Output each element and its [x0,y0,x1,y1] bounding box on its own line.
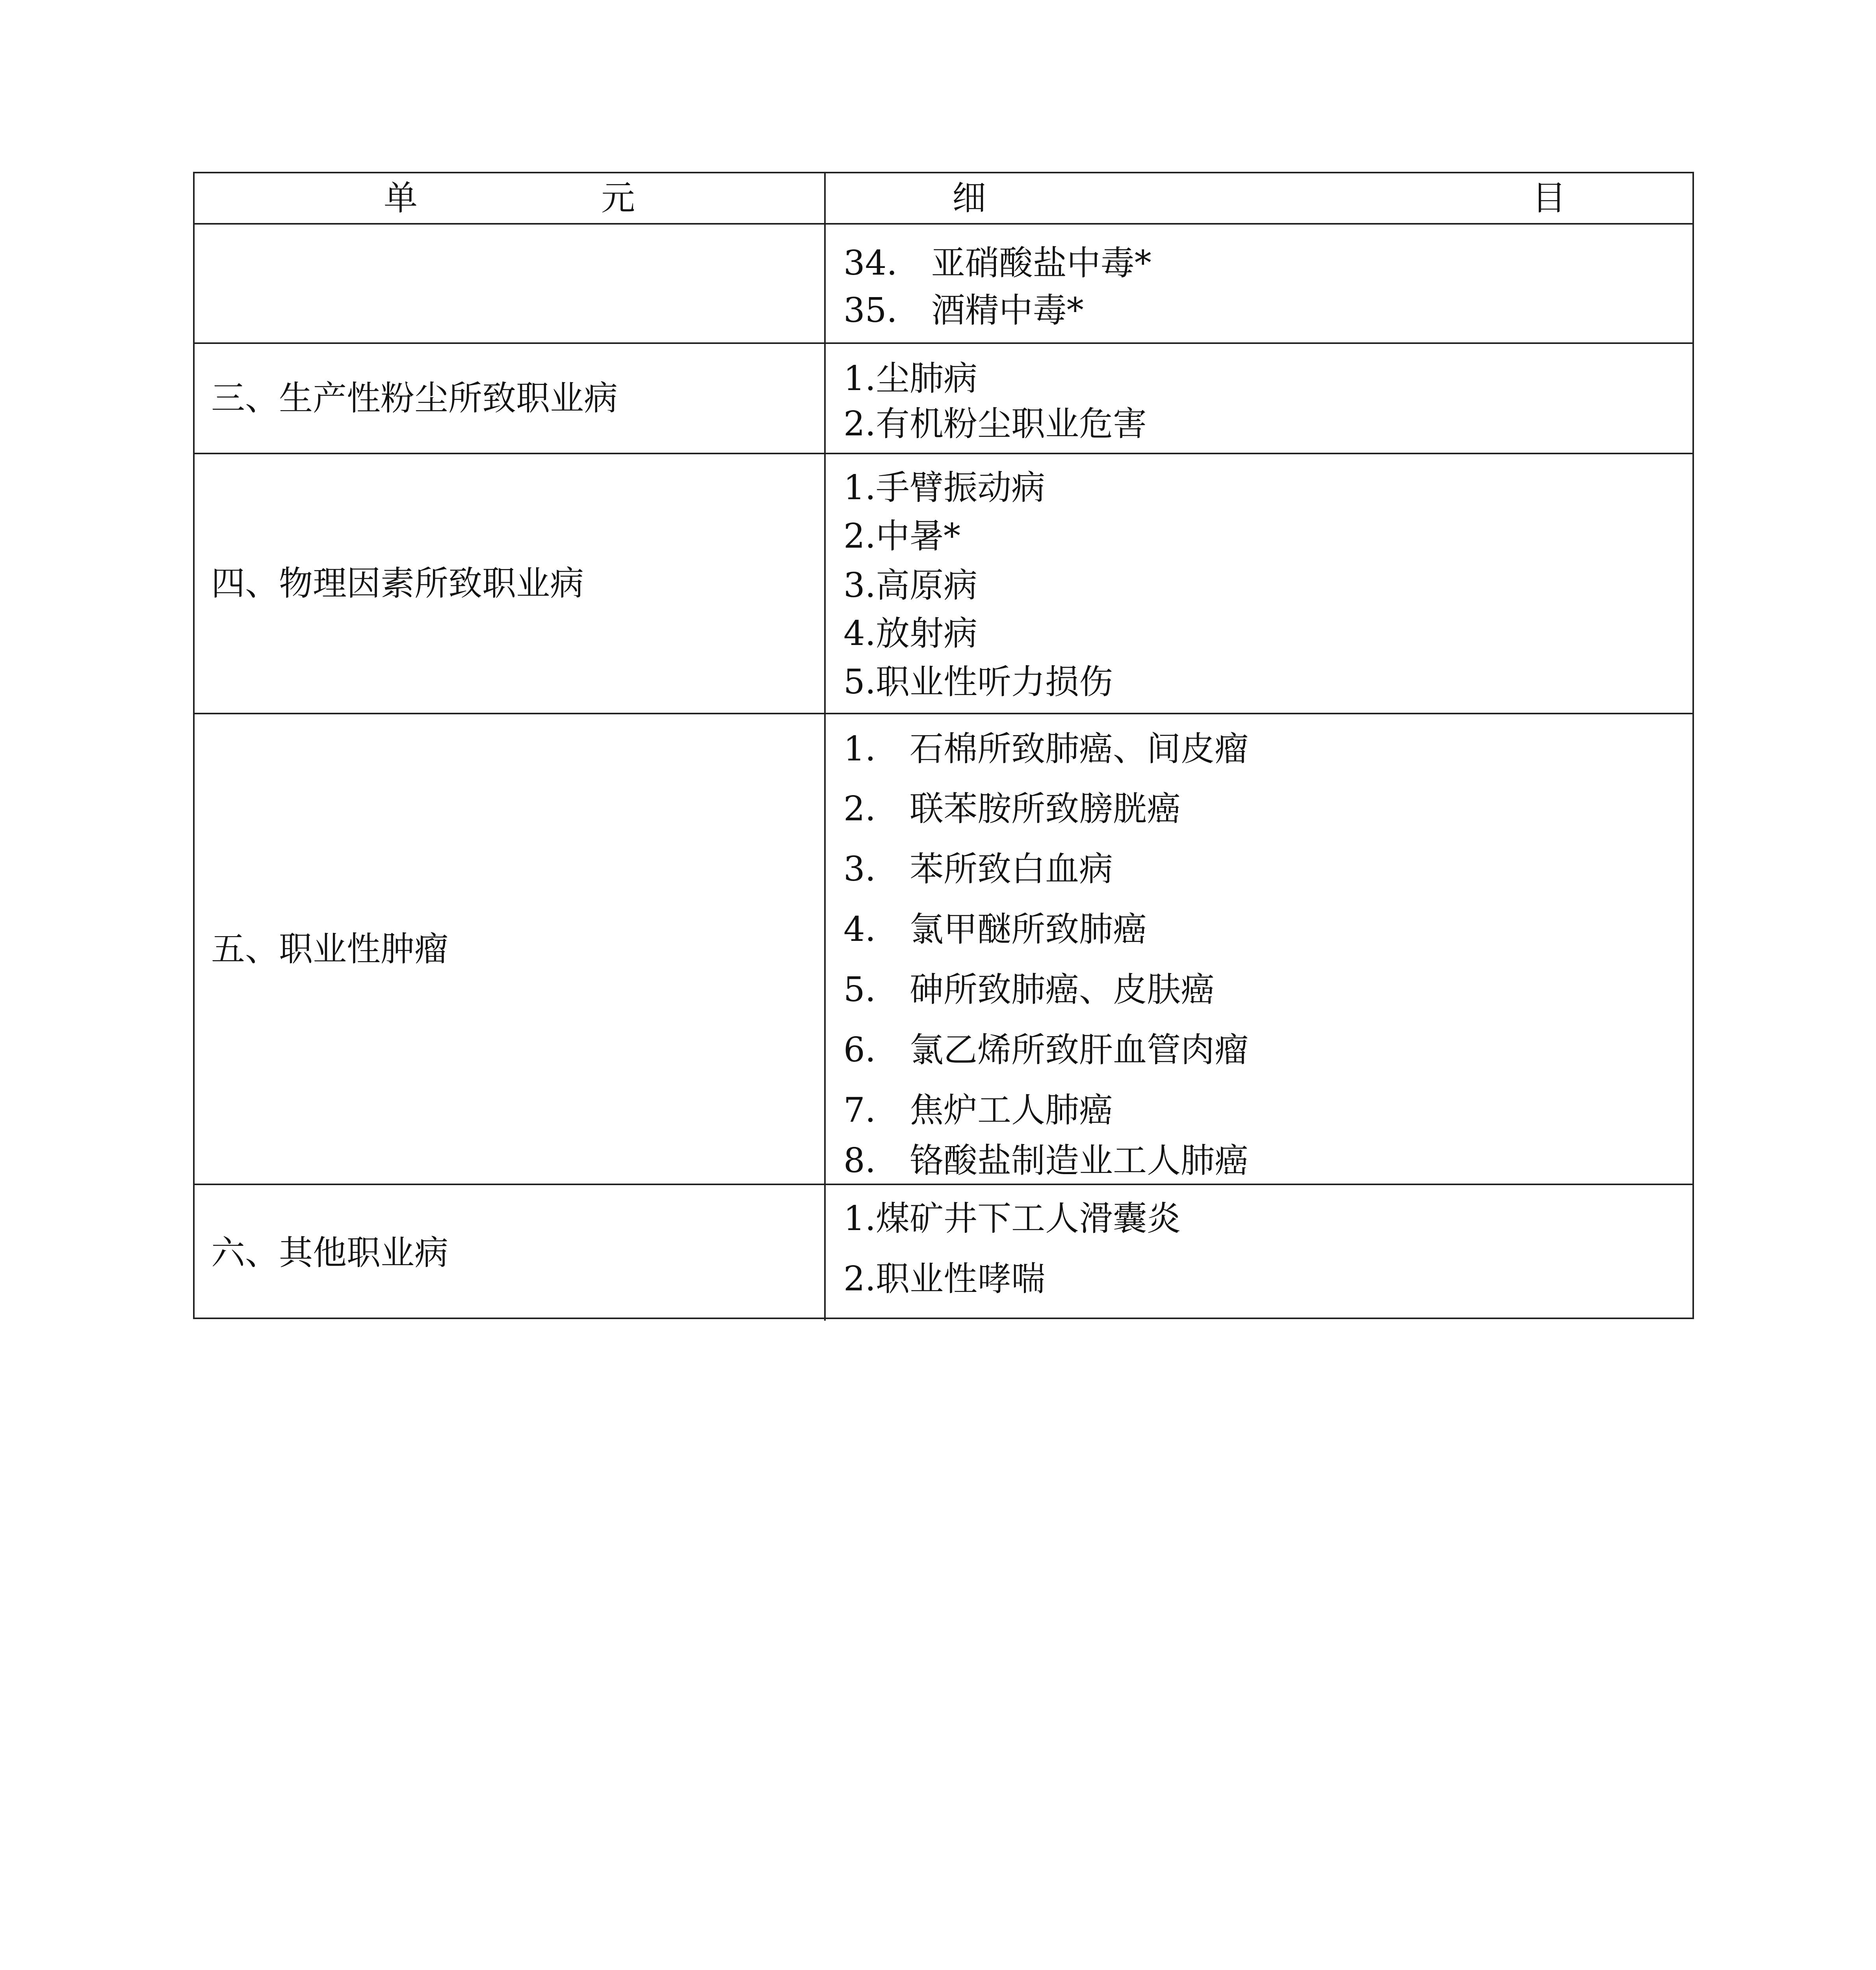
table-row [195,225,1692,344]
items-cell [826,454,1692,713]
unit-cell [195,344,826,453]
table-header-row [195,173,1822,225]
list-item: 5.职业性听力损伤 [843,662,1113,702]
unit-cell-text: 三、生产性粉尘所致职业病 [211,379,618,418]
list-item: 35. 酒精中毒* [843,291,1084,330]
unit-cell-text: 四、物理因素所致职业病 [211,564,584,603]
unit-header-text: 单 元 [384,178,710,218]
unit-cell [195,454,826,713]
unit-cell-text: 五、职业性肿瘤 [211,929,448,969]
list-item: 1.尘肺病 [843,359,978,398]
list-item: 2.职业性哮喘 [843,1259,1046,1299]
table-row [195,344,1692,454]
list-item: 7. 焦炉工人肺癌 [843,1091,1113,1130]
items-cell [826,225,1692,342]
list-item: 8. 铬酸盐制造业工人肺癌 [843,1141,1249,1180]
unit-cell [195,714,826,1184]
list-item: 6. 氯乙烯所致肝血管肉瘤 [843,1030,1249,1070]
unit-cell [195,225,826,342]
unit-cell-text: 六、其他职业病 [211,1233,448,1273]
list-item: 1.煤矿井下工人滑囊炎 [843,1199,1181,1238]
table-row [195,454,1692,714]
list-item: 4. 氯甲醚所致肺癌 [843,910,1147,949]
items-column-header [826,173,1822,223]
items-cell [826,714,1692,1184]
items-header-text: 细 目 [952,178,1822,218]
items-cell [826,1185,1692,1321]
items-cell [826,344,1692,453]
list-item: 2.中暑* [843,517,961,556]
list-item: 3. 苯所致白血病 [843,849,1113,889]
list-item: 2. 联苯胺所致膀胱癌 [843,789,1181,829]
list-item: 34. 亚硝酸盐中毒* [843,243,1152,283]
list-item: 3.高原病 [843,566,978,605]
table-row [195,714,1692,1185]
occupational-disease-table [193,172,1822,1319]
list-item: 5. 砷所致肺癌、皮肤癌 [843,970,1215,1009]
list-item: 1. 石棉所致肺癌、间皮瘤 [843,729,1249,769]
list-item: 1.手臂振动病 [843,468,1046,507]
list-item: 2.有机粉尘职业危害 [843,404,1147,444]
unit-cell [195,1185,826,1321]
table-row [195,1185,1692,1321]
list-item: 4.放射病 [843,614,978,653]
